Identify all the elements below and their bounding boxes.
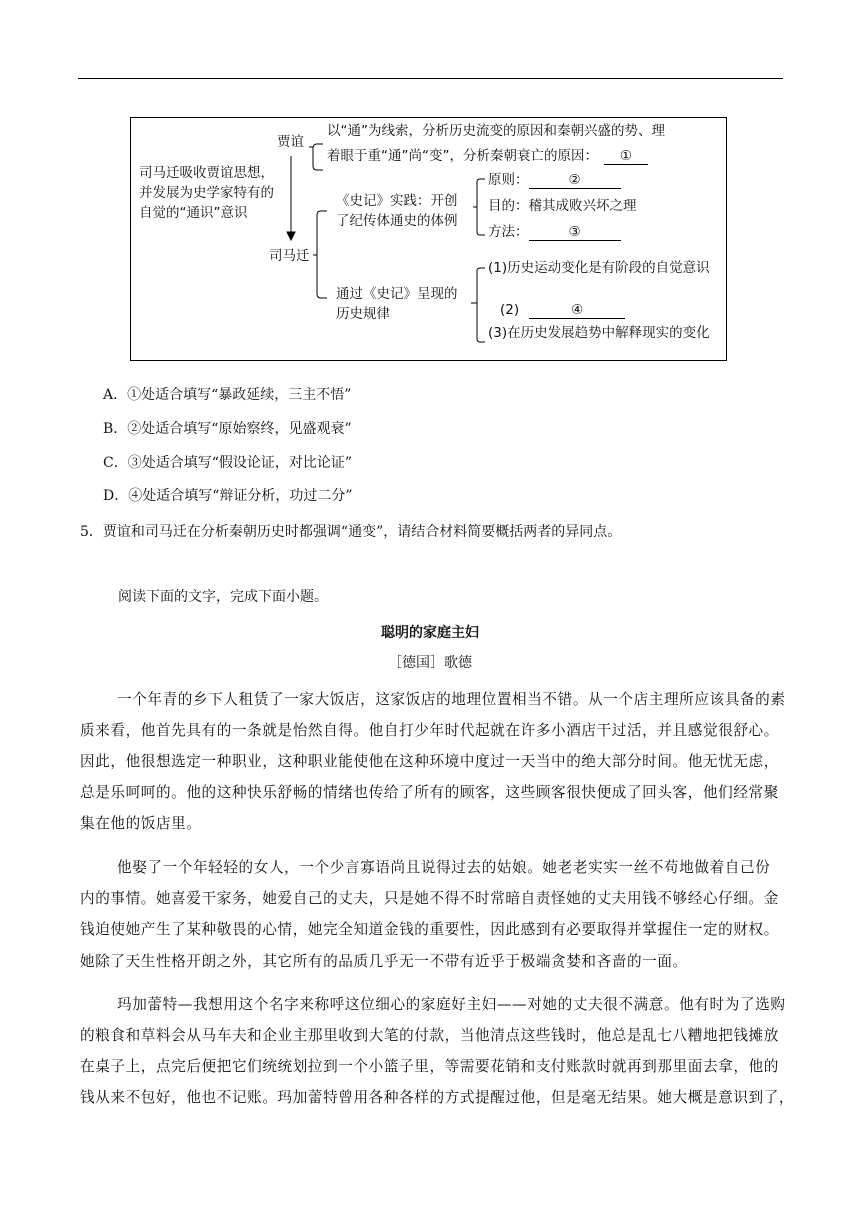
story-line: 他娶了一个年轻轻的女人，一个少言寡语尚且说得过去的姑娘。她老老实实一丝不苟地做着自己份 — [117, 859, 771, 876]
method-row — [488, 222, 621, 242]
blank-4: ④ — [529, 302, 625, 319]
option-b: B．②处适合填写“原始察终，见盛观衰” — [103, 421, 352, 437]
left-text-2: 并发展为史学家特有的 — [139, 185, 274, 201]
blank-3: ③ — [529, 224, 621, 241]
purpose-text: 目的：稽其成败兴坏之理 — [488, 198, 637, 214]
story-line: 的粮食和草料会从马车夫和企业主那里收到大笔的付款，当他清点这些钱时，他总是乱七八糟地把钱摊放 — [80, 1027, 779, 1044]
laws-text-2: 历史规律 — [336, 306, 390, 322]
reading-intro: 阅读下面的文字，完成下面小题。 — [118, 589, 328, 605]
blank-2: ② — [529, 172, 621, 189]
law-2-row — [500, 300, 625, 320]
story-line: 内的事情。她喜爱干家务，她爱自己的丈夫，只是她不得不时常暗自责怪她的丈夫用钱不够经心仔细。金 — [80, 890, 779, 907]
story-line: 钱迫使她产生了某种敬畏的心情，她完全知道金钱的重要性，因此感到有必要取得并掌握住一定的财权。 — [80, 921, 779, 938]
story-line: 她除了天生性格开朗之外，其它所有的品质几乎无一不带有近乎于极端贪婪和吝啬的一面。 — [80, 953, 688, 970]
header-rule — [78, 78, 783, 79]
knowledge-diagram — [130, 117, 727, 361]
practice-text-2: 了纪传体通史的体例 — [336, 213, 458, 229]
principle-row — [488, 170, 621, 190]
story-line: 因此，他很想选定一种职业，这种职业能使他在这种环境中度过一天当中的绝大部分时间。他无忧无虑， — [80, 753, 779, 770]
left-text-3: 自觉的“通识”意识 — [139, 205, 248, 221]
jiayi-item-2 — [327, 146, 648, 166]
story-title: 聪明的家庭主妇 — [381, 625, 479, 641]
brace-practice — [477, 179, 485, 235]
story-author: ［德国］歌德 — [388, 655, 472, 671]
laws-text-1: 通过《史记》呈现的 — [336, 286, 458, 302]
law-1: (1)历史运动变化是有阶段的自觉意识 — [488, 260, 710, 276]
option-a: A．①处适合填写“暴政延续，三主不悟” — [103, 387, 352, 403]
jiayi-label: 贾谊 — [277, 134, 304, 150]
law-3: (3)在历史发展趋势中解释现实的变化 — [488, 325, 710, 341]
blank-1: ① — [604, 148, 648, 165]
practice-text-1: 《史记》实践：开创 — [336, 193, 458, 209]
principle-label: 原则： — [488, 172, 529, 188]
brace-laws — [477, 268, 485, 342]
option-c: C．③处适合填写“假设论证，对比论证” — [103, 455, 353, 471]
story-line: 一个年青的乡下人租赁了一家大饭店，这家饭店的地理位置相当不错。从一个店主理所应该具备的素 — [117, 691, 786, 708]
story-line: 质来看，他首先具有的一条就是怡然自得。他自打少年时代起就在许多小酒店干过活，并且感觉很舒心。 — [80, 722, 779, 739]
story-line: 钱从来不包好，他也不记账。玛加蕾特曾用各种各样的方式提醒过他，但是毫无结果。她大概是意识到了， — [80, 1089, 795, 1106]
story-line: 总是乐呵呵的。他的这种快乐舒畅的情绪也传给了所有的顾客，这些顾客很快便成了回头客，他们经常聚 — [80, 784, 779, 801]
question-5: 5．贾谊和司马迁在分析秦朝历史时都强调“通变”，请结合材料简要概括两者的异同点。 — [80, 524, 622, 540]
brace-jiayi — [313, 144, 323, 170]
simaqian-label: 司马迁 — [269, 248, 310, 264]
story-line: 集在他的饭店里。 — [80, 815, 202, 832]
option-d: D．④处适合填写“辩证分析，功过二分” — [103, 488, 353, 504]
story-line: 玛加蕾特—我想用这个名字来称呼这位细心的家庭好主妇——对她的丈夫很不满意。他有时为了选购 — [117, 996, 786, 1013]
story-line: 在桌子上，点完后便把它们统统划拉到一个小篮子里，等需要花销和支付账款时就再到那里面去拿，他的 — [80, 1058, 779, 1075]
brace-simaqian — [317, 211, 327, 298]
method-label: 方法： — [488, 224, 529, 240]
left-text-1: 司马迁吸收贾谊思想， — [139, 165, 274, 181]
jiayi-item-1: 以“通”为线索，分析历史流变的原因和秦朝兴盛的势、理 — [327, 123, 665, 139]
law-2-label: (2) — [500, 302, 520, 318]
jiayi-item-2-text: 着眼于重“通”尚“变”，分析秦朝衰亡的原因： — [327, 148, 598, 164]
